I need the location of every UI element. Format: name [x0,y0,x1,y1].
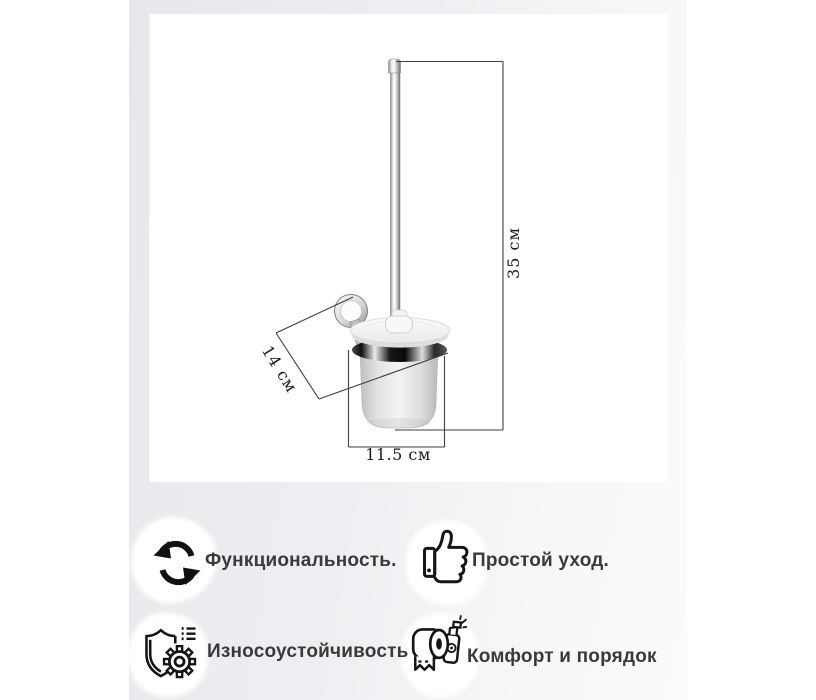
thumbs-up-icon [421,528,471,586]
lid-collar [386,316,413,333]
refresh-arrows-icon [148,534,206,592]
feature-label-durability: Износоустойчивость [207,641,409,662]
brush-handle-rod [391,71,401,328]
feature-label-functionality: Функциональность. [205,550,397,571]
list-lines [182,629,196,639]
shield-gear-icon [139,623,203,681]
feature-label-comfort: Комфорт и порядок [467,646,657,667]
product-illustration [149,14,668,482]
dimension-height-label: 35 см [504,227,523,279]
dimension-width-label: 11.5 см [365,445,431,464]
dimension-depth-label: 14 см [257,342,302,397]
toilet-paper-spray-icon [409,615,467,677]
paper-roll [413,629,448,669]
feature-label-easy-care: Простой уход. [472,550,609,571]
gear [164,646,195,677]
cup-bottom-shadow [367,418,431,428]
product-image-panel [149,14,668,482]
